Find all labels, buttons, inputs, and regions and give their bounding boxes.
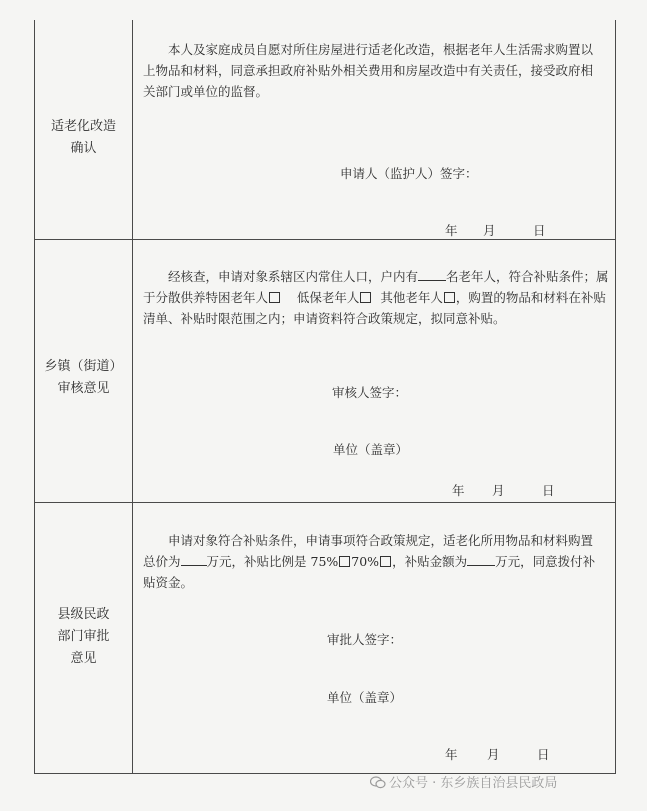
table-right-border <box>615 20 616 774</box>
section-label-renovation-confirm: 适老化改造 确认 <box>50 119 116 156</box>
date-line: 年 月 日 <box>452 483 555 498</box>
reviewer-signature-label: 审核人签字： <box>332 385 408 400</box>
wechat-watermark: 公众号 · 东乡族自治县民政局 <box>370 772 557 791</box>
column-divider <box>132 20 133 774</box>
subsidy-amount-blank[interactable] <box>467 553 495 566</box>
date-line: 年 月 日 <box>445 747 550 762</box>
checkbox-70-percent[interactable] <box>380 556 391 567</box>
date-line: 年 月 日 <box>445 223 546 238</box>
applicant-signature-label: 申请人（监护人）签字： <box>340 166 478 181</box>
unit-seal-label: 单位（盖章） <box>333 442 409 457</box>
approver-signature-label: 审批人签字： <box>327 632 403 647</box>
consent-paragraph: 本人及家庭成员自愿对所住房屋进行适老化改造，根据老年人生活需求购置以上物品和材料，同意承担政府补贴外相关费用和房屋改造中有关责任，接受政府相关部门或单位的监督。 <box>143 42 594 99</box>
wechat-icon <box>370 776 386 789</box>
checkbox-special-hardship[interactable] <box>269 292 280 303</box>
checkbox-minimum-living[interactable] <box>360 292 371 303</box>
row-divider <box>34 502 616 503</box>
approval-paragraph: 申请对象符合补贴条件，申请事项符合政策规定，适老化所用物品和材料购置总价为 万元，补贴比例是 75% 70% ，补贴金额为 万元，同意拨付补贴资金。 <box>143 533 596 590</box>
elder-count-blank[interactable] <box>418 268 446 281</box>
checkbox-other-elderly[interactable] <box>444 292 455 303</box>
unit-seal-label: 单位（盖章） <box>327 690 403 705</box>
total-price-blank[interactable] <box>181 553 207 566</box>
section-label-county-approval: 县级民政 部门审批 意见 <box>57 607 110 666</box>
review-paragraph: 经核查，申请对象系辖区内常住人口，户内有 名老年人，符合补贴条件；属于分散供养特困老年人 低保老年人 其他老年人 ，购置的物品和材料在补贴清单、补贴时限范围之内；申请资料符合政策规定，拟同意补贴。 <box>143 269 609 326</box>
row-divider <box>34 239 616 240</box>
checkbox-75-percent[interactable] <box>339 556 350 567</box>
section-label-township-review: 乡镇（街道） 审核意见 <box>44 359 123 396</box>
